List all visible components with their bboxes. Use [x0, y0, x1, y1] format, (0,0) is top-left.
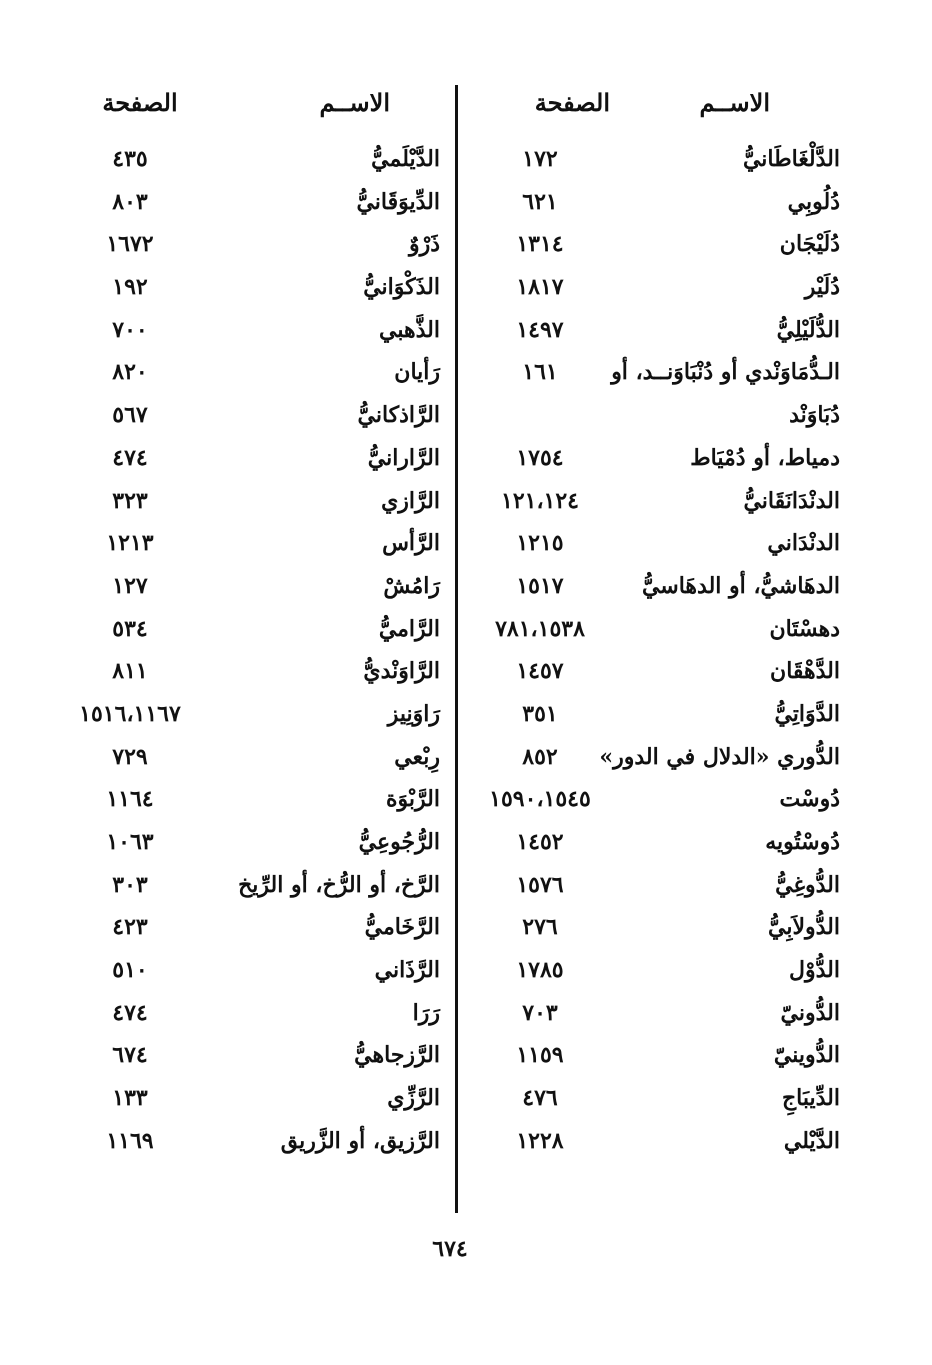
page-number: ٦٧٤ [432, 1236, 468, 1262]
index-entry [470, 309, 850, 352]
entry-name: الذَكْوَانيُّ [363, 274, 440, 301]
index-entry [470, 351, 850, 394]
entry-page: ٨٥٢ [522, 743, 558, 770]
entry-page: ١٩٢ [112, 274, 148, 301]
index-entry [470, 949, 850, 992]
index-entry [470, 522, 850, 565]
entry-page: ١٢١٥ [516, 530, 564, 557]
index-entry [470, 992, 850, 1035]
index-entry [60, 394, 440, 437]
entry-name: الرَّبْوَة [386, 786, 440, 813]
entry-name: الدَّهْقَان [770, 658, 840, 685]
index-entry [60, 181, 440, 224]
entry-page: ٨٢٠ [112, 359, 148, 386]
entry-page: ١٥٩٠،١٥٤٥ [489, 786, 591, 813]
index-entry [470, 906, 850, 949]
index-entry [60, 309, 440, 352]
entry-page: ١٧٥٤ [516, 444, 564, 471]
entry-name: الرَّخَاميُّ [364, 914, 440, 941]
entry-page: ٨٠٣ [112, 188, 148, 215]
entry-name: الرَّاذكانيُّ [357, 402, 440, 429]
right-column [470, 88, 850, 1208]
entry-name: الدِّيبَاجِ [781, 1085, 840, 1112]
index-entry [60, 1120, 440, 1163]
entry-name: الرُّجُوعِيُّ [358, 829, 440, 855]
entry-page: ١٠٦٣ [106, 829, 154, 855]
entry-name: الدُّوْل [789, 957, 840, 984]
index-entry [470, 138, 850, 181]
index-entry [470, 650, 850, 693]
index-entry [60, 223, 440, 266]
entry-name: رِبْعي [394, 743, 440, 770]
index-entry [60, 1034, 440, 1077]
entry-page: ٥٦٧ [112, 402, 148, 429]
left-column [60, 88, 440, 1208]
index-entry [470, 1120, 850, 1163]
entry-name: الرَّاميُّ [378, 615, 440, 642]
index-entry [470, 821, 850, 864]
entry-page: ٤٧٤ [112, 444, 148, 471]
entry-name: الرَّزِّي [387, 1085, 440, 1112]
index-entry [60, 693, 440, 736]
entry-page: ١١٦٤ [106, 786, 154, 813]
entry-name: الدَّيْلَميُّ [371, 146, 440, 172]
page-header: الصفحة [102, 88, 178, 117]
entry-page: ٤٣٥ [112, 146, 148, 172]
entry-page: ١٥١٦،١١٦٧ [79, 700, 181, 727]
entry-page: ٧٢٩ [112, 743, 148, 770]
index-entry [60, 480, 440, 523]
entry-page: ١٤٥٢ [516, 829, 564, 855]
index-entry [470, 864, 850, 907]
entry-page: ١٢٢٨ [516, 1127, 564, 1154]
index-entry [60, 736, 440, 779]
index-entry [470, 437, 850, 480]
entry-name: دُبَاوَنْد [789, 402, 840, 429]
entry-name: دُوسْت [779, 786, 840, 813]
entry-name: رَرَا [412, 999, 440, 1026]
entry-page: ٧٠٠ [112, 316, 148, 343]
entry-page: ١٤٩٧ [516, 316, 564, 343]
entry-name: الدنْدَانَقَانيُّ [743, 487, 840, 514]
entry-name: الدُّوري «الدلال في الدور» [599, 743, 840, 770]
index-entry [470, 1077, 850, 1120]
entry-page: ٣٥١ [522, 700, 558, 727]
entry-name: الذَّهبي [379, 316, 440, 343]
entry-page: ١١٥٩ [516, 1042, 564, 1069]
left-entries [60, 138, 440, 1163]
index-entry [470, 394, 850, 437]
entry-name: الرَّارانيُّ [367, 444, 440, 471]
left-column-header [60, 88, 440, 138]
entry-name: دُوسْتُويه [765, 829, 840, 855]
entry-page: ٨١١ [112, 658, 148, 685]
index-entry [470, 608, 850, 651]
index-entry [60, 821, 440, 864]
entry-name: الدهَاشيُّ، أو الدهَاسيُّ [641, 572, 840, 599]
entry-name: الرَّزيق، أو الزَّريق [280, 1127, 440, 1154]
entry-page: ٤٧٤ [112, 999, 148, 1026]
index-entry [470, 266, 850, 309]
entry-name: الدُّولاَبِيُّ [768, 914, 840, 941]
entry-page: ١٤٥٧ [516, 658, 564, 685]
index-entry [470, 223, 850, 266]
entry-page: ١٧٨٥ [516, 957, 564, 984]
entry-page: ٤٢٣ [112, 914, 148, 941]
entry-name: الرَّأس [382, 530, 440, 557]
index-entry [60, 608, 440, 651]
entry-name: الدُّلَيْلِيُّ [776, 316, 840, 343]
index-entry [470, 693, 850, 736]
index-entry [60, 906, 440, 949]
entry-name: الدُّوغِيُّ [775, 871, 840, 898]
index-entry [60, 437, 440, 480]
entry-name: الدِّيوَقَانيُّ [356, 188, 440, 215]
index-entry [60, 1077, 440, 1120]
entry-page: ١٧٢ [522, 146, 558, 172]
entry-name: الدُّونيّ [780, 999, 840, 1026]
entry-name: دُلَيْر [804, 274, 840, 301]
column-divider [455, 85, 458, 1213]
entry-page: ١٢١،١٢٤ [501, 487, 579, 514]
entry-page: ١٣١٤ [516, 231, 564, 258]
entry-page: ١٥٧٦ [516, 871, 564, 898]
entry-name: الدَّوَاتِيُّ [774, 700, 840, 727]
index-entry [60, 138, 440, 181]
page-header: الصفحة [534, 88, 610, 117]
name-header: الاســم [319, 88, 390, 117]
entry-name: ذَرْوٌ [408, 231, 440, 258]
index-entry [60, 650, 440, 693]
entry-page: ٥٣٤ [112, 615, 148, 642]
entry-page: ١٦٧٢ [106, 231, 154, 258]
index-entry [470, 565, 850, 608]
entry-name: دمياط، أو دُمْيَاط [690, 444, 840, 471]
index-entry [470, 181, 850, 224]
right-column-header [470, 88, 850, 138]
entry-page: ١٦١ [522, 359, 558, 386]
entry-name: الرَّذَاني [374, 957, 440, 984]
entry-name: الدَّلْغَاطَانيُّ [742, 146, 840, 172]
index-entry [60, 266, 440, 309]
entry-name: دُلُوبِي [787, 188, 840, 215]
entry-name: الرَّازي [381, 487, 440, 514]
entry-page: ٧٠٣ [522, 999, 558, 1026]
index-entry [470, 778, 850, 821]
entry-page: ٤٧٦ [522, 1085, 558, 1112]
index-entry [60, 992, 440, 1035]
entry-name: رَاوَنِيز [387, 700, 440, 727]
entry-name: الدنْدَاني [767, 530, 840, 557]
entry-page: ٦٧٤ [112, 1042, 148, 1069]
entry-name: دهسْتَان [769, 615, 840, 642]
entry-page: ١٢٧ [112, 572, 148, 599]
entry-page: ١٢١٣ [106, 530, 154, 557]
entry-name: الرَّاوَنْديُّ [363, 658, 440, 685]
entry-page: ١٨١٧ [516, 274, 564, 301]
entry-page: ٧٨١،١٥٣٨ [495, 615, 585, 642]
index-entry [470, 480, 850, 523]
entry-name: الدُّوينيّ [773, 1042, 840, 1069]
index-entry [470, 1034, 850, 1077]
entry-name: الـدُّمَاوَنْدي أو دُنْبَاوَنــد، أو [611, 359, 840, 386]
entry-page: ٥١٠ [112, 957, 148, 984]
entry-page: ٣٠٣ [112, 871, 148, 898]
index-entry [60, 949, 440, 992]
entry-page: ٦٢١ [522, 188, 558, 215]
index-entry [60, 778, 440, 821]
entry-page: ١٥١٧ [516, 572, 564, 599]
index-entry [60, 522, 440, 565]
name-header: الاســم [699, 88, 770, 117]
index-entry [60, 565, 440, 608]
index-entry [60, 864, 440, 907]
entry-name: رَامُشْ [383, 572, 440, 599]
right-entries [470, 138, 850, 1163]
entry-page: ٢٧٦ [522, 914, 558, 941]
entry-name: الرَّزجاهيُّ [354, 1042, 440, 1069]
entry-name: الرَّخ، أو الرُّخ، أو الرِّيخ [238, 871, 440, 898]
index-entry [60, 351, 440, 394]
index-entry [470, 736, 850, 779]
entry-page: ١٣٣ [112, 1085, 148, 1112]
entry-name: الدَّيْلي [783, 1127, 840, 1154]
entry-name: رَأيان [394, 359, 440, 386]
entry-name: دُلَيْجَان [779, 231, 840, 258]
entry-page: ٣٢٣ [112, 487, 148, 514]
entry-page: ١١٦٩ [106, 1127, 154, 1154]
